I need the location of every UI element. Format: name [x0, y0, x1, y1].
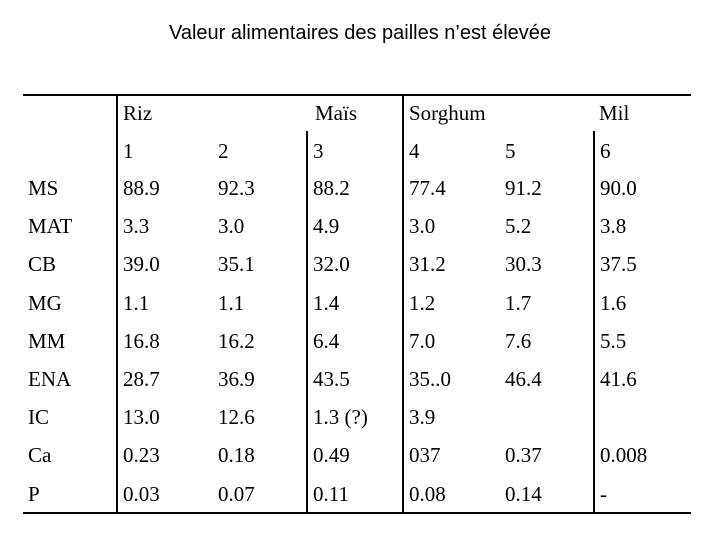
row-label: MS	[28, 176, 59, 200]
table-cell: 30.3	[505, 252, 542, 276]
table-cell: 0.18	[218, 443, 255, 467]
table-cell: 16.8	[123, 329, 160, 353]
table-cell: 4.9	[313, 214, 340, 238]
table-cell: -	[600, 482, 607, 506]
table-cell: 6.4	[313, 329, 340, 353]
row-label: P	[28, 482, 40, 506]
table-cell: 88.9	[123, 176, 160, 200]
column-divider-5-6	[593, 131, 595, 514]
table-cell: 1.1	[218, 291, 245, 315]
table-cell: 90.0	[600, 176, 637, 200]
column-number: 2	[218, 139, 229, 163]
column-number: 5	[505, 139, 516, 163]
column-number: 6	[600, 139, 611, 163]
table-cell: 1.1	[123, 291, 150, 315]
table-top-border	[23, 94, 691, 96]
table-cell: 0.008	[600, 443, 648, 467]
table-cell: 0.07	[218, 482, 255, 506]
table-cell: 13.0	[123, 405, 160, 429]
row-label: MAT	[28, 214, 73, 238]
table-cell: 31.2	[409, 252, 446, 276]
column-number: 1	[123, 139, 134, 163]
table-cell: 3.0	[409, 214, 436, 238]
table-cell: 88.2	[313, 176, 350, 200]
crop-header: Maïs	[315, 101, 357, 125]
table-cell: 5.5	[600, 329, 627, 353]
table-cell: 0.14	[505, 482, 542, 506]
table-cell: 77.4	[409, 176, 446, 200]
table-cell: 92.3	[218, 176, 255, 200]
crop-header: Sorghum	[409, 101, 486, 125]
table-cell: 3.3	[123, 214, 150, 238]
crop-header: Mil	[599, 101, 630, 125]
table-cell: 1.2	[409, 291, 436, 315]
table-cell: 7.0	[409, 329, 436, 353]
table-cell: 3.0	[218, 214, 245, 238]
label-column-divider	[116, 94, 118, 514]
row-label: MG	[28, 291, 62, 315]
column-divider-2-3	[306, 131, 308, 514]
table-cell: 1.6	[600, 291, 627, 315]
table-cell: 35..0	[409, 367, 451, 391]
table-cell: 1.7	[505, 291, 532, 315]
table-cell: 39.0	[123, 252, 160, 276]
table-cell: 16.2	[218, 329, 255, 353]
row-label: ENA	[28, 367, 72, 391]
table-cell: 0.49	[313, 443, 350, 467]
table-cell: 35.1	[218, 252, 255, 276]
table-cell: 37.5	[600, 252, 637, 276]
table-cell: 46.4	[505, 367, 542, 391]
table-cell: 36.9	[218, 367, 255, 391]
row-label: IC	[28, 405, 49, 429]
table-cell: 0.03	[123, 482, 160, 506]
table-cell: 41.6	[600, 367, 637, 391]
crop-header: Riz	[123, 101, 153, 125]
table-cell: 1.4	[313, 291, 340, 315]
table-cell: 1.3 (?)	[313, 405, 368, 429]
table-cell: 7.6	[505, 329, 532, 353]
table-cell: 91.2	[505, 176, 542, 200]
row-label: Ca	[28, 443, 52, 467]
nutrition-table	[23, 94, 691, 514]
row-label: MM	[28, 329, 66, 353]
column-number: 4	[409, 139, 420, 163]
table-cell: 0.11	[313, 482, 349, 506]
table-cell: 43.5	[313, 367, 350, 391]
table-bottom-border	[23, 512, 691, 514]
table-cell: 28.7	[123, 367, 160, 391]
table-cell: 5.2	[505, 214, 532, 238]
table-cell: 0.37	[505, 443, 542, 467]
row-label: CB	[28, 252, 57, 276]
table-cell: 0.08	[409, 482, 446, 506]
table-cell: 3.8	[600, 214, 627, 238]
table-cell: 32.0	[313, 252, 350, 276]
column-divider-3-4	[402, 94, 404, 514]
page-title: Valeur alimentaires des pailles n’est élevée	[168, 22, 552, 44]
table-cell: 037	[409, 443, 441, 467]
table-cell: 0.23	[123, 443, 160, 467]
table-cell: 12.6	[218, 405, 255, 429]
column-number: 3	[313, 139, 324, 163]
table-cell: 3.9	[409, 405, 436, 429]
